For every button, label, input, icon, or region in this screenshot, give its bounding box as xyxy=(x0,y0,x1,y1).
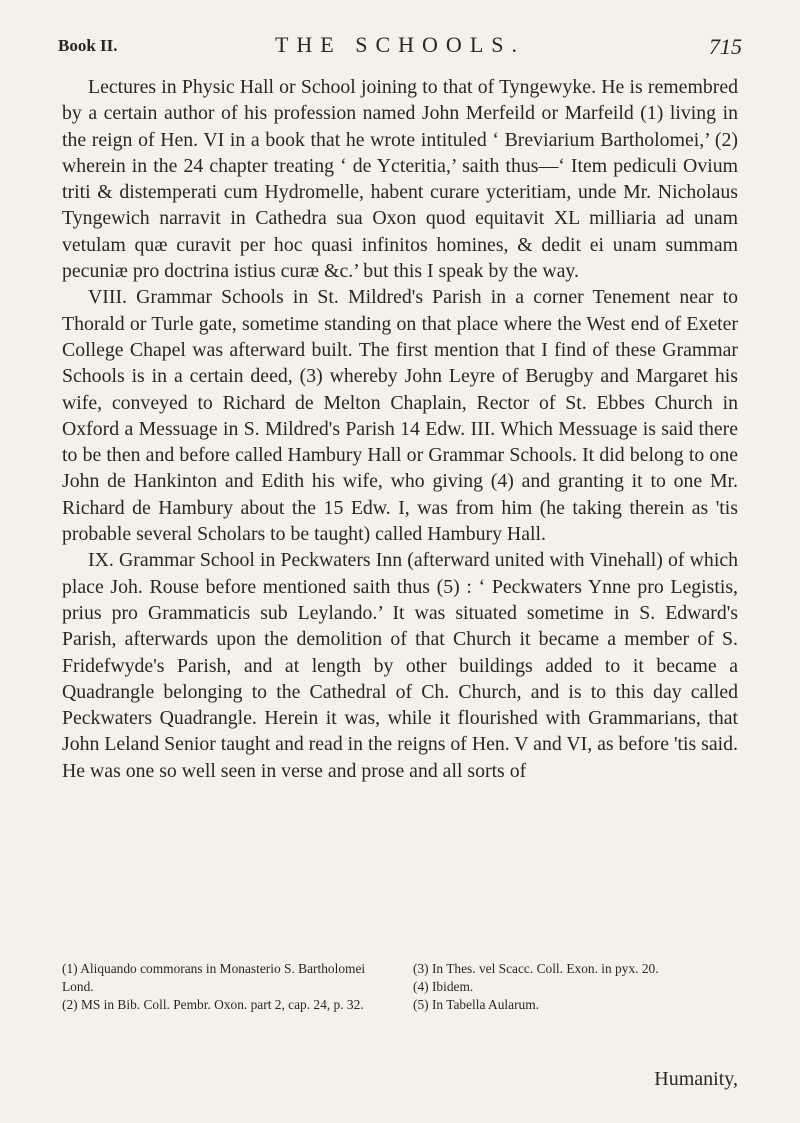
page-header xyxy=(58,30,742,60)
paragraph: IX. Grammar School in Peckwaters Inn (afterward united with Vinehall) of which place Joh. Rouse before mentioned saith thus (5) : ‘ Peckwaters Ynne pro Legistis, prius pro Grammaticis sub Leylando.’ It was situated sometime in S. Edward's Parish, afterwards upon the demolition of that Church it became a member of S. Fridefwyde's Parish, and at length by other buildings added to it became a Quadrangle belonging to the Cathedral of Ch. Church, and is to this day called Peckwaters Quadrangle. Herein it was, while it flourished with Grammarians, that John Leland Senior taught and read in the reigns of Hen. V and VI, as before 'tis said. He was one so well seen in verse and prose and all sorts of xyxy=(62,549,738,782)
main-text xyxy=(62,74,738,784)
paragraph: VIII. Grammar Schools in St. Mildred's Parish in a corner Tenement near to Thorald or Turle gate, sometime standing on that place where the West end of Exeter College Chapel was afterward built. The first mention that I find of these Grammar Schools is in a certain deed, (3) whereby John Leyre of Berugby and Margaret his wife, conveyed to Richard de Melton Chaplain, Rector of St. Ebbes Church in Oxford a Messuage in S. Mildred's Parish 14 Edw. III. Which Messuage is said there to be then and before called Hambury Hall or Grammar Schools. It did belong to one John de Hankinton and Edith his wife, who giving (4) and granting it to one Mr. Richard de Hambury about the 15 Edw. I, was from him (he taking therein as 'tis probable several Scholars to be taught) called Hambury Hall. xyxy=(62,286,738,546)
page-number: 715 xyxy=(709,34,742,59)
footnote: (3) In Thes. vel Scacc. Coll. Exon. in pyx. 20. xyxy=(413,961,659,976)
book-label: Book II. xyxy=(58,36,118,55)
footnote: (2) MS in Bib. Coll. Pembr. Oxon. part 2, cap. 24, p. 32. xyxy=(62,997,364,1012)
footnotes xyxy=(62,960,738,1014)
running-title: THE SCHOOLS. xyxy=(274,32,525,57)
footnote: (5) In Tabella Aularum. xyxy=(413,997,539,1012)
footnote: (1) Aliquando commorans in Monasterio S. Bartholomei Lond. xyxy=(62,961,366,994)
catchword: Humanity, xyxy=(654,1068,738,1090)
paragraph: Lectures in Physic Hall or School joining to that of Tyngewyke. He is remembred by a certain author of his profession named John Merfeild or Marfeild (1) living in the reign of Hen. VI in a book that he wrote intituled ‘ Breviarium Bartholomei,’ (2) wherein in the 24 chapter treating ‘ de Ycteritia,’ saith thus—‘ Item pediculi Ovium triti & distemperati cum Hydromelle, habent curare ycteritiam, unde Mr. Nicholaus Tyngewich narravit in Cathedra sua Oxon quod equitavit XL milliaria ad unam vetulam quæ curavit per hoc quasi infinitos homines, & dedit ei unam summam pecuniæ pro doctrina istius curæ &c.’ but this I speak by the way. xyxy=(62,76,738,283)
footnote: (4) Ibidem. xyxy=(413,979,474,994)
footnotes-left xyxy=(62,960,397,1014)
footnotes-right xyxy=(413,960,738,1014)
